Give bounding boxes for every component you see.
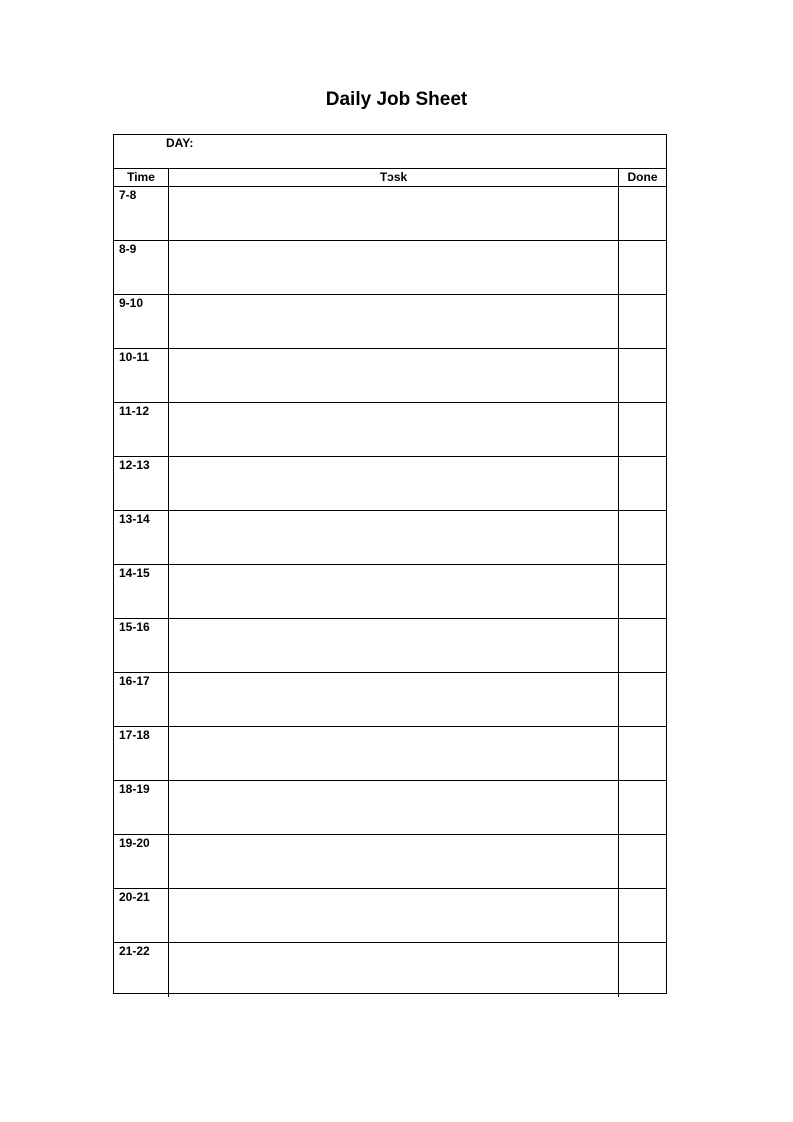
time-slot-cell: 10-11: [114, 349, 169, 402]
time-slot-cell: 15-16: [114, 619, 169, 672]
time-slot-cell: 16-17: [114, 673, 169, 726]
done-cell[interactable]: [619, 727, 666, 780]
table-header: [114, 169, 666, 187]
done-cell[interactable]: [619, 619, 666, 672]
done-cell[interactable]: [619, 241, 666, 294]
done-cell[interactable]: [619, 349, 666, 402]
time-slot-cell: 8-9: [114, 241, 169, 294]
table-row: [114, 781, 666, 835]
table-row: [114, 511, 666, 565]
time-slot-cell: 13-14: [114, 511, 169, 564]
task-cell[interactable]: [169, 349, 619, 402]
time-slot-cell: 18-19: [114, 781, 169, 834]
done-cell[interactable]: [619, 781, 666, 834]
time-slot-rows: [114, 187, 666, 997]
table-row: [114, 889, 666, 943]
task-cell[interactable]: [169, 403, 619, 456]
table-row: [114, 457, 666, 511]
time-slot-cell: 14-15: [114, 565, 169, 618]
done-cell[interactable]: [619, 673, 666, 726]
table-row: [114, 835, 666, 889]
page-title: Daily Job Sheet: [325, 89, 468, 110]
task-cell[interactable]: [169, 457, 619, 510]
time-slot-cell: 21-22: [114, 943, 169, 997]
table-row: [114, 673, 666, 727]
time-slot-cell: 9-10: [114, 295, 169, 348]
done-cell[interactable]: [619, 187, 666, 240]
task-cell[interactable]: [169, 673, 619, 726]
table-row: [114, 241, 666, 295]
table-row: [114, 727, 666, 781]
time-slot-cell: 11-12: [114, 403, 169, 456]
time-slot-cell: 12-13: [114, 457, 169, 510]
done-cell[interactable]: [619, 835, 666, 888]
task-cell[interactable]: [169, 565, 619, 618]
task-cell[interactable]: [169, 241, 619, 294]
table-row: [114, 565, 666, 619]
table-row: [114, 187, 666, 241]
table-row: [114, 349, 666, 403]
column-header-done: Done: [627, 170, 658, 184]
job-sheet-table: [113, 134, 667, 994]
day-row[interactable]: [114, 135, 666, 169]
task-cell[interactable]: [169, 187, 619, 240]
done-cell[interactable]: [619, 511, 666, 564]
task-cell[interactable]: [169, 619, 619, 672]
task-cell[interactable]: [169, 943, 619, 997]
time-slot-cell: 17-18: [114, 727, 169, 780]
table-row: [114, 943, 666, 997]
task-cell[interactable]: [169, 781, 619, 834]
time-slot-cell: 19-20: [114, 835, 169, 888]
task-cell[interactable]: [169, 295, 619, 348]
done-cell[interactable]: [619, 565, 666, 618]
task-cell[interactable]: [169, 835, 619, 888]
done-cell[interactable]: [619, 403, 666, 456]
column-header-task: Tɔsk: [169, 169, 619, 186]
table-row: [114, 619, 666, 673]
table-row: [114, 403, 666, 457]
done-cell[interactable]: [619, 295, 666, 348]
task-cell[interactable]: [169, 727, 619, 780]
task-cell[interactable]: [169, 889, 619, 942]
day-label: DAY:: [166, 136, 194, 150]
done-cell[interactable]: [619, 943, 666, 997]
task-cell[interactable]: [169, 511, 619, 564]
table-row: [114, 295, 666, 349]
column-header-time: Time: [114, 169, 169, 186]
done-cell[interactable]: [619, 889, 666, 942]
time-slot-cell: 20-21: [114, 889, 169, 942]
time-slot-cell: 7-8: [114, 187, 169, 240]
done-cell[interactable]: [619, 457, 666, 510]
